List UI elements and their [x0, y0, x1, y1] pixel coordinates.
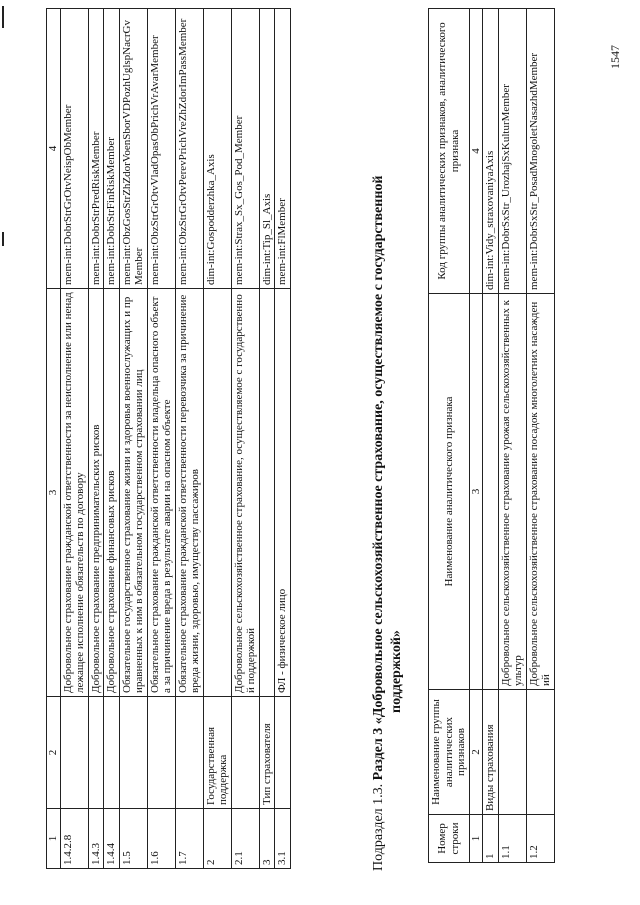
row-number: 1.6 [147, 809, 175, 869]
column-index: 3 [47, 289, 61, 697]
feature-code: dim-int:Tip_Sl_Axis [259, 9, 275, 289]
row-number: 1.7 [175, 809, 203, 869]
table-row [175, 9, 203, 869]
feature-name: ФЛ - физическое лицо [275, 289, 291, 697]
feature-name: Добровольное страхование предпринимательских рисков [88, 289, 104, 697]
group-name: Виды страхования [483, 690, 499, 815]
table-row [60, 9, 88, 869]
column-index: 3 [469, 294, 483, 690]
subsection-heading [370, 9, 406, 871]
feature-name: Добровольное страхование финансовых рисков [104, 289, 120, 697]
table-row [275, 9, 291, 869]
feature-name [203, 289, 231, 697]
table-header-row [429, 9, 470, 863]
table-row [259, 9, 275, 869]
feature-code: dim-int:Gospodderzhka_Axis [203, 9, 231, 289]
feature-name: Обязательное страхование гражданской ответственности владельца опасного объекта за причинение вреда в результате аварии на опасном объекте [147, 289, 175, 697]
feature-code: mem-int:ObzStrGrOtvVladOpasObPrichVrAvarMember [147, 9, 175, 289]
column-header: Наименование аналитического признака [429, 294, 470, 690]
group-name [119, 697, 147, 809]
group-name [275, 697, 291, 809]
group-name: Тип страхователя [259, 697, 275, 809]
row-number: 1.1 [498, 815, 526, 863]
row-number: 1.4.3 [88, 809, 104, 869]
row-number: 1.4.2.8 [60, 809, 88, 869]
group-name [88, 697, 104, 809]
group-name [104, 697, 120, 809]
group-name [231, 697, 259, 809]
page-number: 1547 [608, 45, 622, 69]
column-index: 4 [469, 9, 483, 294]
feature-name: Обязательное страхование гражданской ответственности перевозчика за причинение вреда жизни, здоровью, имуществу пассажиров [175, 289, 203, 697]
row-number: 2.1 [231, 809, 259, 869]
row-number: 1.2 [526, 815, 554, 863]
subsection-title-continuation: поддержкой» [389, 630, 404, 713]
column-header: Номер строки [429, 815, 470, 863]
row-number: 2 [203, 809, 231, 869]
feature-name: Добровольное сельскохозяйственное страхование посадок многолетних насаждений [526, 294, 554, 690]
analytics-table-continued [46, 8, 291, 869]
feature-code: mem-int:Strax_Sx_Gos_Pod_Member [231, 9, 259, 289]
column-index: 2 [47, 697, 61, 809]
column-index: 1 [469, 815, 483, 863]
table-row [147, 9, 175, 869]
feature-name: Обязательное государственное страхование жизни и здоровья военнослужащих и приравненных к ним в обязательном государственном страховании лиц [119, 289, 147, 697]
feature-code: mem-int:ObzGosStrZhZdorVoenSborVDPozhUglspNacrGvMember [119, 9, 147, 289]
feature-name: Добровольное страхование гражданской ответственности за неисполнение или ненадлежащее исполнение обязательств по договору [60, 289, 88, 697]
group-name [498, 690, 526, 815]
feature-code: mem-int:DobrSxStr_PosadMnogoletNasazhdMember [526, 9, 554, 294]
feature-code: mem-int:ObzStrGrOtvPerevPrichVreZhZdorImPassMember [175, 9, 203, 289]
row-number: 3.1 [275, 809, 291, 869]
table-row [119, 9, 147, 869]
feature-name: Добровольное сельскохозяйственное страхование урожая сельскохозяйственных культур [498, 294, 526, 690]
row-number: 1.5 [119, 809, 147, 869]
feature-name [259, 289, 275, 697]
feature-code: mem-int:FlMember [275, 9, 291, 289]
column-index: 1 [47, 809, 61, 869]
table-row [483, 9, 499, 863]
table-row [104, 9, 120, 869]
table-index-row [47, 9, 61, 869]
feature-code: mem-int:DobrStrPredRiskMember [88, 9, 104, 289]
table-row [231, 9, 259, 869]
table-row [203, 9, 231, 869]
feature-code: mem-int:DobrStrFinRiskMember [104, 9, 120, 289]
table-index-row [469, 9, 483, 863]
feature-code: dim-int:Vidy_straxovaniyaAxis [483, 9, 499, 294]
group-name [60, 697, 88, 809]
subsection-prefix: Подраздел 1.3. [371, 783, 386, 871]
row-number: 1.4.4 [104, 809, 120, 869]
row-number: 3 [259, 809, 275, 869]
column-index: 4 [47, 9, 61, 289]
group-name [175, 697, 203, 809]
group-name: Государственная поддержка [203, 697, 231, 809]
column-header: Наименование группы аналитических признаков [429, 690, 470, 815]
feature-name: Добровольное сельскохозяйственное страхование, осуществляемое с государственной поддержкой [231, 289, 259, 697]
analytics-table-section3 [428, 8, 555, 863]
table-row [526, 9, 554, 863]
table-row [498, 9, 526, 863]
column-header: Код группы аналитических признаков, аналитического признака [429, 9, 470, 294]
table-row [88, 9, 104, 869]
feature-name [483, 294, 499, 690]
feature-code: mem-int:DobrSxStr_UrozhajSxKulturMember [498, 9, 526, 294]
row-number: 1 [483, 815, 499, 863]
feature-code: mem-int:DobrStrGrOtvNeispObMember [60, 9, 88, 289]
column-index: 2 [469, 690, 483, 815]
subsection-title: Раздел 3 «Добровольное сельскохозяйственное страхование, осуществляемое с государственной [371, 175, 386, 781]
group-name [526, 690, 554, 815]
group-name [147, 697, 175, 809]
